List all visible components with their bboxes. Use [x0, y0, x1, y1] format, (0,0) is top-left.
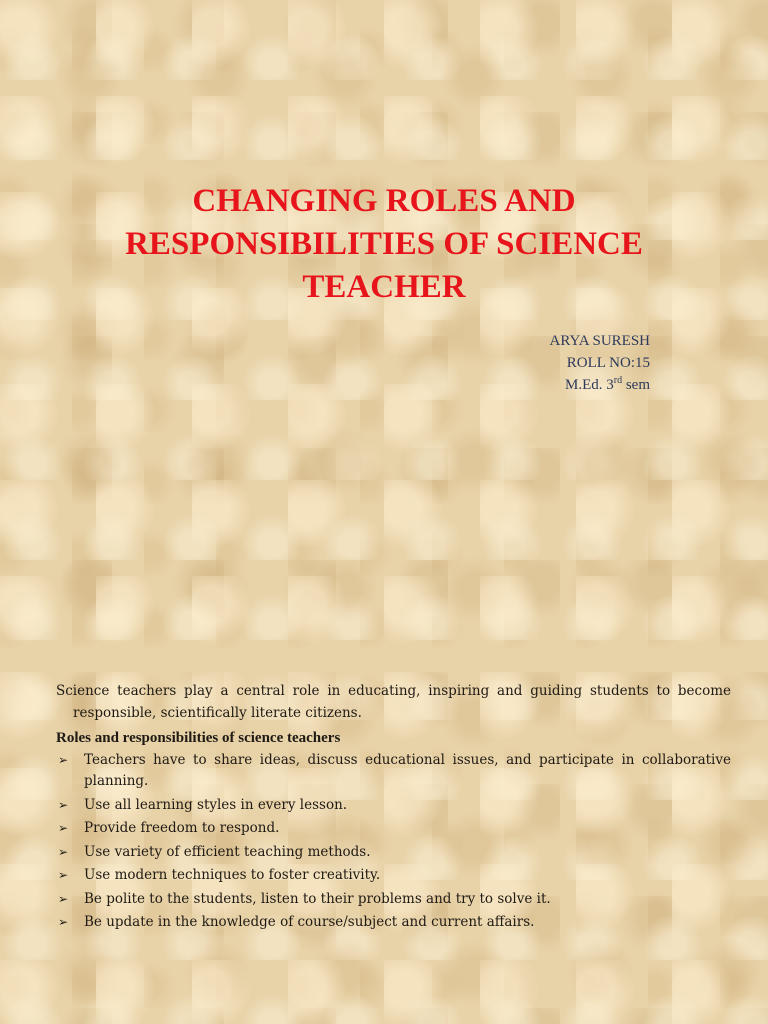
- list-item: [56, 889, 731, 910]
- arrow-bullet-icon: ➢: [58, 753, 69, 767]
- list-item: [56, 795, 731, 816]
- list-item-text: Be update in the knowledge of course/subject and current affairs.: [84, 914, 535, 930]
- course-superscript: rd: [613, 375, 623, 386]
- arrow-bullet-icon: ➢: [58, 797, 69, 812]
- section-heading: Roles and responsibilities of science teachers: [56, 730, 341, 746]
- list-item: [56, 865, 731, 886]
- document-title: [0, 180, 768, 309]
- course-semester: [550, 374, 650, 396]
- arrow-bullet-icon: ➢: [58, 844, 69, 859]
- arrow-bullet-icon: ➢: [58, 821, 69, 835]
- arrow-bullet-icon: ➢: [58, 915, 69, 929]
- arrow-bullet-icon: ➢: [58, 891, 69, 906]
- list-item-text: Use all learning styles in every lesson.: [84, 796, 348, 813]
- responsibilities-list: [56, 750, 731, 933]
- title-line-2: RESPONSIBILITIES OF SCIENCE: [125, 226, 643, 262]
- list-item-text: Be polite to the students, listen to their problems and try to solve it.: [84, 890, 551, 907]
- roll-number: ROLL NO:15: [566, 355, 650, 371]
- arrow-bullet-icon: ➢: [58, 868, 69, 882]
- document-body: [56, 681, 731, 936]
- course-suffix: sem: [622, 377, 650, 393]
- author-block: [550, 330, 650, 396]
- course-prefix: M.Ed. 3: [564, 377, 614, 393]
- list-item: [56, 842, 731, 863]
- list-item: [56, 912, 731, 933]
- list-item-text: Teachers have to share ideas, discuss educational issues, and participate in collaborative planning.: [84, 752, 731, 789]
- list-item: [56, 750, 731, 792]
- list-item-text: Use variety of efficient teaching methods.: [84, 843, 371, 860]
- list-item-text: Use modern techniques to foster creativity.: [84, 867, 381, 883]
- author-name: ARYA SURESH: [549, 333, 650, 349]
- intro-paragraph: Science teachers play a central role in educating, inspiring and guiding students to become responsible, scientifically literate citizens.: [56, 683, 731, 721]
- list-item: [56, 818, 731, 839]
- title-line-3: TEACHER: [302, 269, 466, 305]
- title-line-1: CHANGING ROLES AND: [192, 183, 576, 219]
- list-item-text: Provide freedom to respond.: [84, 820, 280, 836]
